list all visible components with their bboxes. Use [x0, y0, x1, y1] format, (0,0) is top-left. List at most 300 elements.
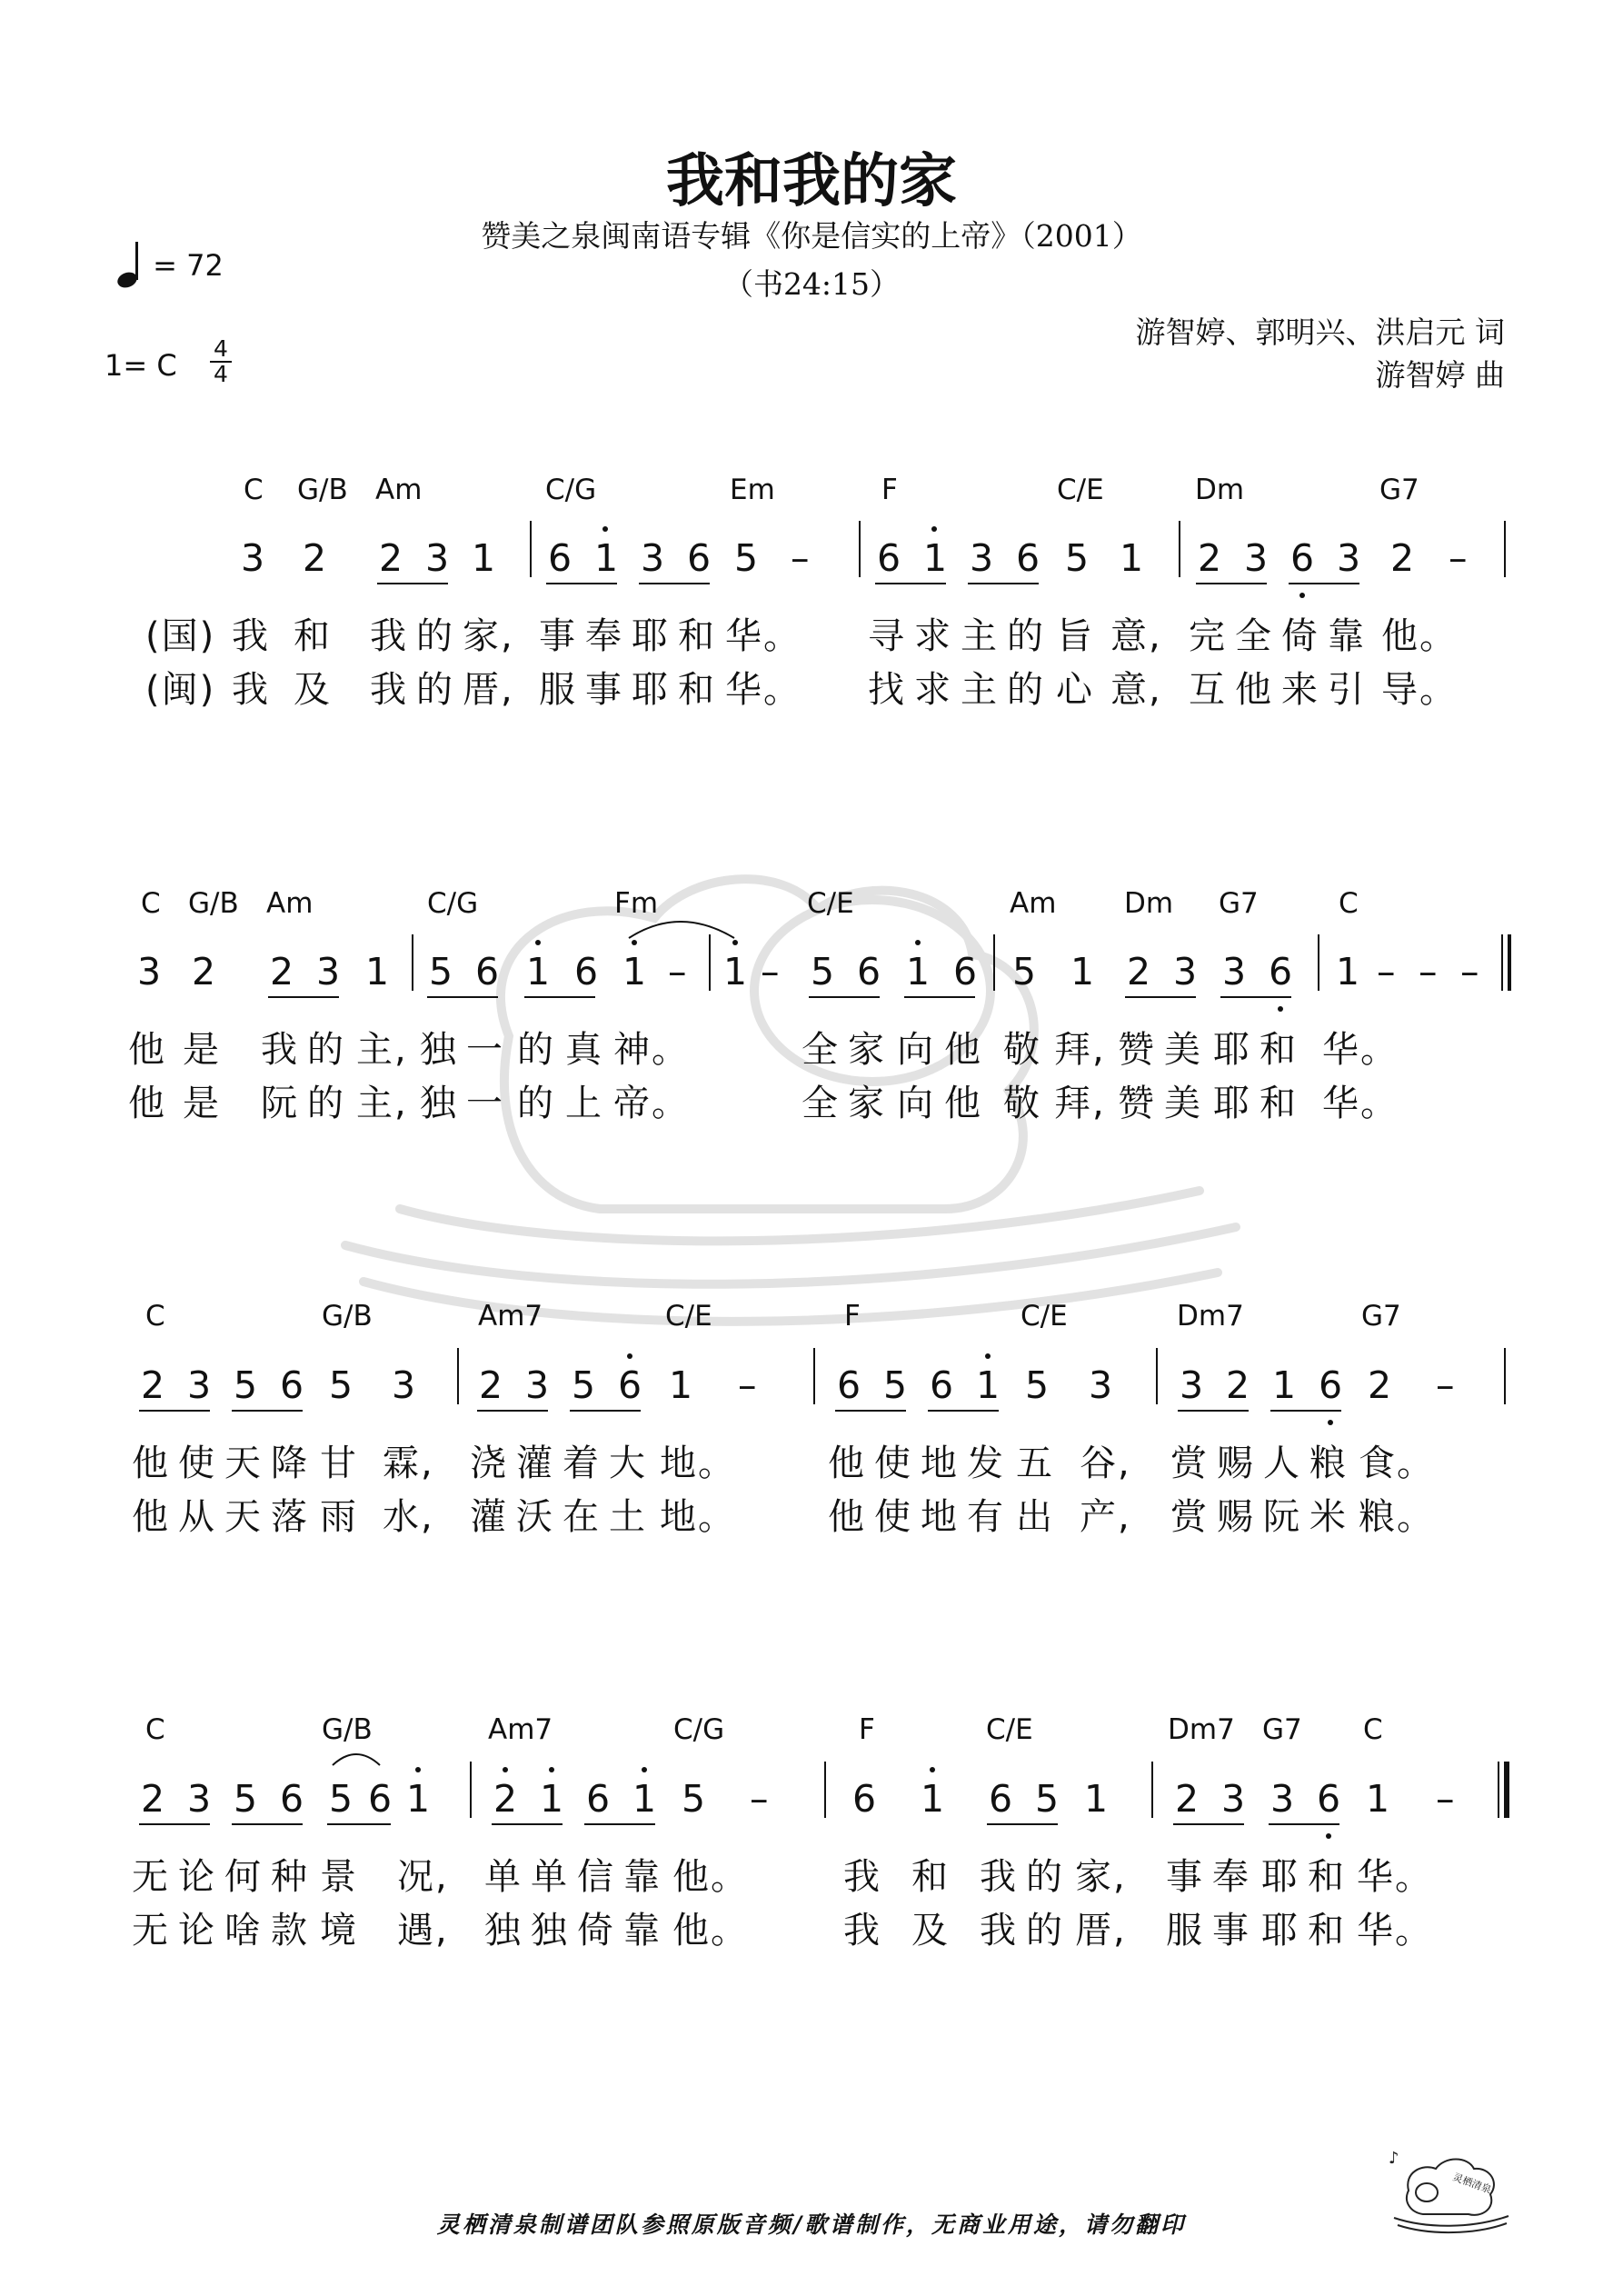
jianpu-note: 5 — [1035, 1777, 1060, 1821]
album-subtitle: 赞美之泉闽南语专辑《你是信实的上帝》（2001） — [481, 218, 1142, 254]
jianpu-note: 2 — [1127, 950, 1151, 993]
lyric-char: 论 — [178, 1856, 216, 1898]
lyric-char: 旨 — [1056, 615, 1094, 657]
lyric-char: 的 — [517, 1083, 555, 1124]
jianpu-note: 6 — [1317, 1777, 1341, 1821]
verse-label: (闽) — [145, 669, 216, 711]
jianpu-note: 5 — [329, 1777, 353, 1821]
jianpu-note: 2 — [192, 950, 216, 993]
jianpu-note: 3 — [1244, 536, 1269, 580]
jianpu-note: 2 — [479, 1363, 503, 1407]
lyric-char: 的 — [1007, 669, 1045, 711]
lyric-char: 他。 — [1381, 615, 1458, 657]
lyric-char: 何 — [224, 1856, 263, 1898]
chord: Am — [266, 887, 314, 920]
jianpu-note: 5 — [1025, 1363, 1050, 1407]
lyric-char: 赏 — [1170, 1496, 1209, 1538]
lyric-char: 阮 — [1263, 1496, 1301, 1538]
jianpu-note: 1 — [669, 1363, 693, 1407]
jianpu-note: 6 — [687, 536, 712, 580]
lyric-char: 家 — [848, 1083, 886, 1124]
lyric-char: 和 — [678, 669, 716, 711]
lyric-char: 沃 — [516, 1496, 554, 1538]
chord: Dm7 — [1168, 1713, 1235, 1746]
lyric-char: 出 — [1016, 1496, 1054, 1538]
jianpu-note: 6 — [574, 950, 599, 993]
time-sig-bottom: 4 — [214, 361, 228, 387]
lyric-char: 五 — [1016, 1442, 1054, 1484]
key-signature: 1= C — [105, 348, 177, 383]
jianpu-note: 3 — [187, 1363, 212, 1407]
jianpu-note: 3 — [641, 536, 665, 580]
chord: Dm — [1124, 887, 1174, 920]
lyric-char: 独 — [484, 1910, 523, 1952]
jianpu-note: 1 — [365, 950, 390, 993]
lyric-char: 赐 — [1217, 1496, 1255, 1538]
lyric-char: 单 — [531, 1856, 569, 1898]
chord: C/E — [807, 887, 854, 920]
song-title: 我和我的家 — [666, 147, 957, 215]
jianpu-dash: – — [668, 950, 687, 993]
jianpu-note: 3 — [1089, 1363, 1113, 1407]
lyric-char: 地 — [921, 1496, 959, 1538]
jianpu-note: 5 — [1012, 950, 1037, 993]
lyric-char: 求 — [914, 615, 952, 657]
lyric-char: 阮 — [261, 1083, 299, 1124]
lyric-char: 霖, — [383, 1442, 434, 1484]
jianpu-note: 1 — [921, 1777, 945, 1821]
chord: Am — [375, 474, 423, 506]
lyric-char: 使 — [178, 1442, 216, 1484]
lyric-char: 我 — [232, 669, 270, 711]
lyric-char: 厝, — [463, 669, 514, 711]
jianpu-note: 1 — [1336, 950, 1360, 993]
lyric-char: 奉 — [1212, 1856, 1250, 1898]
lyric-char: 找 — [868, 669, 906, 711]
lyric-char: 他 — [128, 1029, 166, 1071]
lyric-char: 华。 — [725, 669, 802, 711]
lyric-char: 粮 — [1309, 1442, 1348, 1484]
lyric-char: 神。 — [613, 1029, 690, 1071]
lyric-char: 甘 — [320, 1442, 358, 1484]
lyric-char: 我 — [370, 615, 408, 657]
jianpu-note: 3 — [1270, 1777, 1295, 1821]
lyric-char: 完 — [1189, 615, 1227, 657]
jianpu-note: 5 — [329, 1363, 353, 1407]
lyric-char: 靠 — [623, 1910, 662, 1952]
lyric-char: 耶 — [1213, 1083, 1251, 1124]
chord: C/G — [673, 1713, 725, 1746]
jianpu-note: 3 — [525, 1363, 550, 1407]
chord: C — [1363, 1713, 1383, 1746]
lyric-char: 单 — [484, 1856, 523, 1898]
jianpu-note: 1 — [1120, 536, 1144, 580]
lyric-char: 耶 — [632, 669, 670, 711]
jianpu-dash: – — [1436, 1363, 1455, 1407]
lyric-char: 事 — [539, 615, 577, 657]
jianpu-dash: – — [791, 536, 810, 580]
jianpu-note: 6 — [280, 1777, 304, 1821]
lyric-char: 和 — [1260, 1083, 1298, 1124]
lyric-char: 赐 — [1217, 1442, 1255, 1484]
lyric-char: 主 — [961, 615, 999, 657]
lyric-char: 大 — [609, 1442, 647, 1484]
lyric-char: 倚 — [1281, 615, 1319, 657]
jianpu-note: 3 — [316, 950, 341, 993]
lyric-char: 互 — [1189, 669, 1227, 711]
jianpu-note: 5 — [234, 1777, 258, 1821]
lyric-char: 的 — [1026, 1910, 1064, 1952]
jianpu-note: 6 — [877, 536, 901, 580]
lyric-char: 拜, — [1054, 1029, 1106, 1071]
jianpu-note: 5 — [811, 950, 835, 993]
lyric-char: 家 — [848, 1029, 886, 1071]
lyric-char: 的 — [416, 669, 454, 711]
lyric-char: 来 — [1281, 669, 1319, 711]
lyric-char: 心 — [1056, 669, 1094, 711]
jianpu-note: 6 — [618, 1363, 642, 1407]
lyric-char: 土 — [609, 1496, 647, 1538]
chord: C — [244, 474, 264, 506]
lyric-char: 地 — [921, 1442, 959, 1484]
lyric-char: 他 — [132, 1496, 170, 1538]
chord: Dm — [1195, 474, 1245, 506]
chord: C — [145, 1300, 165, 1333]
lyric-char: 耶 — [1261, 1856, 1299, 1898]
lyric-char: 粮。 — [1359, 1496, 1435, 1538]
lyric-char: 无 — [132, 1856, 170, 1898]
lyric-char: 家, — [463, 615, 514, 657]
chord: C/E — [1021, 1300, 1068, 1333]
lyric-char: 敬 — [1003, 1083, 1041, 1124]
composer-credit: 游智婷 曲 — [1375, 357, 1505, 393]
lyric-char: 的 — [1026, 1856, 1064, 1898]
lyric-char: 我 — [232, 615, 270, 657]
footer-notice: 灵栖清泉制谱团队参照原版音频/歌谱制作，无商业用途，请勿翻印 — [436, 2211, 1187, 2238]
lyric-char: 导。 — [1381, 669, 1458, 711]
lyric-char: 奉 — [585, 615, 623, 657]
lyric-char: 向 — [897, 1083, 935, 1124]
jianpu-dash: – — [1436, 1777, 1455, 1821]
jianpu-note: 2 — [493, 1777, 518, 1821]
lyric-char: 天 — [224, 1496, 263, 1538]
lyric-char: 的 — [307, 1029, 345, 1071]
chord: C/E — [1057, 474, 1104, 506]
tempo-value: = 72 — [153, 248, 224, 283]
chord: F — [844, 1300, 861, 1333]
jianpu-note: 1 — [1366, 1777, 1390, 1821]
lyric-char: 全 — [802, 1029, 840, 1071]
chord: G7 — [1361, 1300, 1401, 1333]
chord: Em — [730, 474, 775, 506]
jianpu-dash: – — [761, 950, 780, 993]
lyric-char: 引 — [1328, 669, 1366, 711]
jianpu-note: 2 — [1226, 1363, 1250, 1407]
lyric-char: 家, — [1075, 1856, 1127, 1898]
lyric-char: 雨 — [320, 1496, 358, 1538]
lyric-char: 地。 — [660, 1496, 736, 1538]
lyric-char: 独 — [420, 1029, 458, 1071]
jianpu-note: 5 — [572, 1363, 596, 1407]
jianpu-note: 5 — [682, 1777, 706, 1821]
jianpu-dash: – — [738, 1363, 757, 1407]
chord: G7 — [1219, 887, 1259, 920]
lyric-char: 从 — [178, 1496, 216, 1538]
jianpu-note: 3 — [241, 536, 265, 580]
lyric-char: 华。 — [725, 615, 802, 657]
jianpu-note: 2 — [141, 1777, 165, 1821]
jianpu-note: 3 — [970, 536, 994, 580]
chord: Dm7 — [1177, 1300, 1244, 1333]
scripture-reference: （书24:15） — [722, 266, 901, 302]
lyric-char: 使 — [874, 1496, 912, 1538]
jianpu-note: 6 — [280, 1363, 304, 1407]
lyric-char: 美 — [1164, 1083, 1202, 1124]
chord: Am7 — [478, 1300, 543, 1333]
jianpu-note: 1 — [632, 1777, 657, 1821]
chord: G/B — [188, 887, 239, 920]
lyric-char: 赞 — [1118, 1029, 1156, 1071]
jianpu-note: 5 — [1065, 536, 1090, 580]
jianpu-note: 2 — [141, 1363, 165, 1407]
jianpu-note: 6 — [837, 1363, 861, 1407]
jianpu-note: 2 — [1368, 1363, 1392, 1407]
chord: C — [141, 887, 161, 920]
lyric-char: 和 — [1308, 1910, 1346, 1952]
lyric-char: 景 — [320, 1856, 358, 1898]
chord: C/G — [545, 474, 597, 506]
lyric-char: 意, — [1110, 669, 1162, 711]
jianpu-note: 3 — [1221, 1777, 1246, 1821]
lyric-char: 全 — [1235, 615, 1273, 657]
lyric-char: 和 — [294, 615, 332, 657]
jianpu-note: 1 — [406, 1777, 431, 1821]
jianpu-note: 5 — [734, 536, 759, 580]
time-sig-top: 4 — [214, 335, 228, 362]
lyric-char: 他。 — [672, 1910, 749, 1952]
lyric-char: 独 — [420, 1083, 458, 1124]
jianpu-note: 1 — [723, 950, 748, 993]
svg-text:♪: ♪ — [1389, 2149, 1399, 2168]
jianpu-note: 1 — [1084, 1777, 1109, 1821]
lyric-char: 独 — [531, 1910, 569, 1952]
lyric-char: 他 — [1235, 669, 1273, 711]
lyric-char: 的 — [517, 1029, 555, 1071]
lyric-char: 人 — [1263, 1442, 1301, 1484]
lyric-char: 他 — [128, 1083, 166, 1124]
jianpu-dash: – — [1419, 950, 1438, 993]
jianpu-note: 1 — [526, 950, 551, 993]
jianpu-note: 5 — [429, 950, 453, 993]
lyric-char: 他 — [944, 1029, 982, 1071]
jianpu-note: 2 — [1198, 536, 1222, 580]
lyric-char: 境 — [320, 1910, 358, 1952]
lyric-char: 水, — [383, 1496, 434, 1538]
jianpu-note: 1 — [540, 1777, 564, 1821]
jianpu-note: 6 — [1016, 536, 1041, 580]
jianpu-note: 3 — [137, 950, 162, 993]
lyric-char: 浇 — [470, 1442, 508, 1484]
jianpu-note: 1 — [976, 1363, 1001, 1407]
watermark-text: 灵栖清泉 — [1450, 2171, 1493, 2196]
lyric-char: 使 — [874, 1442, 912, 1484]
lyric-char: 我 — [261, 1029, 299, 1071]
lyric-char: 华。 — [1357, 1856, 1433, 1898]
jianpu-note: 6 — [1269, 950, 1293, 993]
lyric-char: 地。 — [660, 1442, 736, 1484]
jianpu-note: 5 — [234, 1363, 258, 1407]
lyric-char: 倚 — [577, 1910, 615, 1952]
lyric-char: 他 — [132, 1442, 170, 1484]
lyric-char: 无 — [132, 1910, 170, 1952]
lyric-char: 及 — [911, 1910, 950, 1952]
lyric-char: 华。 — [1322, 1029, 1399, 1071]
lyric-char: 他 — [828, 1442, 866, 1484]
lyric-char: 灌 — [470, 1496, 508, 1538]
jianpu-note: 3 — [1337, 536, 1361, 580]
jianpu-note: 6 — [857, 950, 881, 993]
verse-label: (国) — [145, 615, 216, 657]
lyric-char: 我 — [843, 1856, 881, 1898]
lyric-char: 灌 — [516, 1442, 554, 1484]
lyric-char: 靠 — [1328, 615, 1366, 657]
chord: C — [1339, 887, 1359, 920]
jianpu-note: 1 — [1070, 950, 1095, 993]
jianpu-note: 1 — [622, 950, 647, 993]
chord: G7 — [1379, 474, 1419, 506]
lyric-char: 和 — [678, 615, 716, 657]
lyric-char: 服 — [1166, 1910, 1204, 1952]
lyric-char: 美 — [1164, 1029, 1202, 1071]
lyric-char: 有 — [967, 1496, 1005, 1538]
lyric-char: 耶 — [632, 615, 670, 657]
jianpu-note: 5 — [883, 1363, 908, 1407]
chord: G7 — [1262, 1713, 1302, 1746]
lyric-char: 主 — [961, 669, 999, 711]
jianpu-note: 6 — [953, 950, 978, 993]
jianpu-note: 6 — [586, 1777, 611, 1821]
lyric-char: 款 — [271, 1910, 309, 1952]
jianpu-dash: – — [1460, 950, 1479, 993]
chord: C/G — [427, 887, 479, 920]
chord: G/B — [322, 1713, 373, 1746]
chord: G/B — [297, 474, 348, 506]
lyric-char: 赞 — [1118, 1083, 1156, 1124]
lyric-char: 和 — [1308, 1856, 1346, 1898]
lyric-char: 上 — [565, 1083, 603, 1124]
lyric-char: 一 — [466, 1083, 504, 1124]
lyric-char: 食。 — [1359, 1442, 1435, 1484]
lyric-char: 天 — [224, 1442, 263, 1484]
jianpu-note: 6 — [368, 1777, 393, 1821]
lyric-char: 和 — [911, 1856, 950, 1898]
lyric-char: 米 — [1309, 1496, 1348, 1538]
jianpu-dash: – — [1449, 536, 1468, 580]
lyric-char: 靠 — [623, 1856, 662, 1898]
lyric-char: 事 — [1212, 1910, 1250, 1952]
lyric-char: 况, — [397, 1856, 449, 1898]
lyric-char: 向 — [897, 1029, 935, 1071]
lyric-char: 我 — [843, 1910, 881, 1952]
lyric-char: 及 — [294, 669, 332, 711]
lyric-char: 发 — [967, 1442, 1005, 1484]
jianpu-note: 1 — [472, 536, 496, 580]
jianpu-note: 1 — [923, 536, 948, 580]
lyric-char: 事 — [1166, 1856, 1204, 1898]
jianpu-note: 3 — [425, 536, 450, 580]
lyric-char: 他 — [944, 1083, 982, 1124]
lyric-char: 意, — [1110, 615, 1162, 657]
lyric-char: 落 — [271, 1496, 309, 1538]
lyric-char: 啥 — [224, 1910, 263, 1952]
lyric-char: 在 — [563, 1496, 601, 1538]
jianpu-note: 6 — [989, 1777, 1013, 1821]
lyric-char: 主, — [356, 1029, 408, 1071]
lyric-char: 事 — [585, 669, 623, 711]
chord: C/E — [986, 1713, 1033, 1746]
chord: Fm — [614, 887, 659, 920]
jianpu-note: 2 — [270, 950, 294, 993]
jianpu-note: 3 — [1173, 950, 1198, 993]
lyric-char: 着 — [563, 1442, 601, 1484]
lyric-char: 厝, — [1075, 1910, 1127, 1952]
chord: C/E — [665, 1300, 712, 1333]
lyric-char: 我 — [980, 1856, 1018, 1898]
chord: Am7 — [488, 1713, 553, 1746]
jianpu-note: 3 — [1180, 1363, 1204, 1407]
lyric-char: 拜, — [1054, 1083, 1106, 1124]
jianpu-note: 6 — [1319, 1363, 1343, 1407]
jianpu-note: 3 — [1222, 950, 1247, 993]
lyric-char: 敬 — [1003, 1029, 1041, 1071]
chord: Am — [1010, 887, 1057, 920]
lyric-char: 是 — [183, 1029, 221, 1071]
lyric-char: 赏 — [1170, 1442, 1209, 1484]
lyric-char: 我 — [370, 669, 408, 711]
lyric-char: 遇, — [397, 1910, 449, 1952]
lyric-char: 全 — [802, 1083, 840, 1124]
jianpu-dash: – — [750, 1777, 769, 1821]
jianpu-note: 6 — [1290, 536, 1315, 580]
jianpu-note: 2 — [379, 536, 403, 580]
lyric-char: 他 — [828, 1496, 866, 1538]
lyric-char: 他。 — [672, 1856, 749, 1898]
lyricist-credit: 游智婷、郭明兴、洪启元 词 — [1135, 314, 1505, 350]
chord: G/B — [322, 1300, 373, 1333]
lyric-char: 耶 — [1213, 1029, 1251, 1071]
jianpu-note: 2 — [1175, 1777, 1200, 1821]
lyric-char: 华。 — [1322, 1083, 1399, 1124]
lyric-char: 产, — [1080, 1496, 1131, 1538]
lyric-char: 论 — [178, 1910, 216, 1952]
lyric-char: 服 — [539, 669, 577, 711]
jianpu-note: 3 — [187, 1777, 212, 1821]
lyric-char: 的 — [1007, 615, 1045, 657]
lyric-char: 的 — [307, 1083, 345, 1124]
chord: F — [881, 474, 898, 506]
lyric-char: 求 — [914, 669, 952, 711]
lyric-char: 谷, — [1080, 1442, 1131, 1484]
jianpu-note: 3 — [392, 1363, 416, 1407]
jianpu-note: 2 — [1390, 536, 1415, 580]
lyric-char: 帝。 — [613, 1083, 690, 1124]
jianpu-note: 6 — [930, 1363, 954, 1407]
lyric-char: 华。 — [1357, 1910, 1433, 1952]
chord: C — [145, 1713, 165, 1746]
lyric-char: 和 — [1260, 1029, 1298, 1071]
lyric-char: 寻 — [868, 615, 906, 657]
lyric-char: 种 — [271, 1856, 309, 1898]
